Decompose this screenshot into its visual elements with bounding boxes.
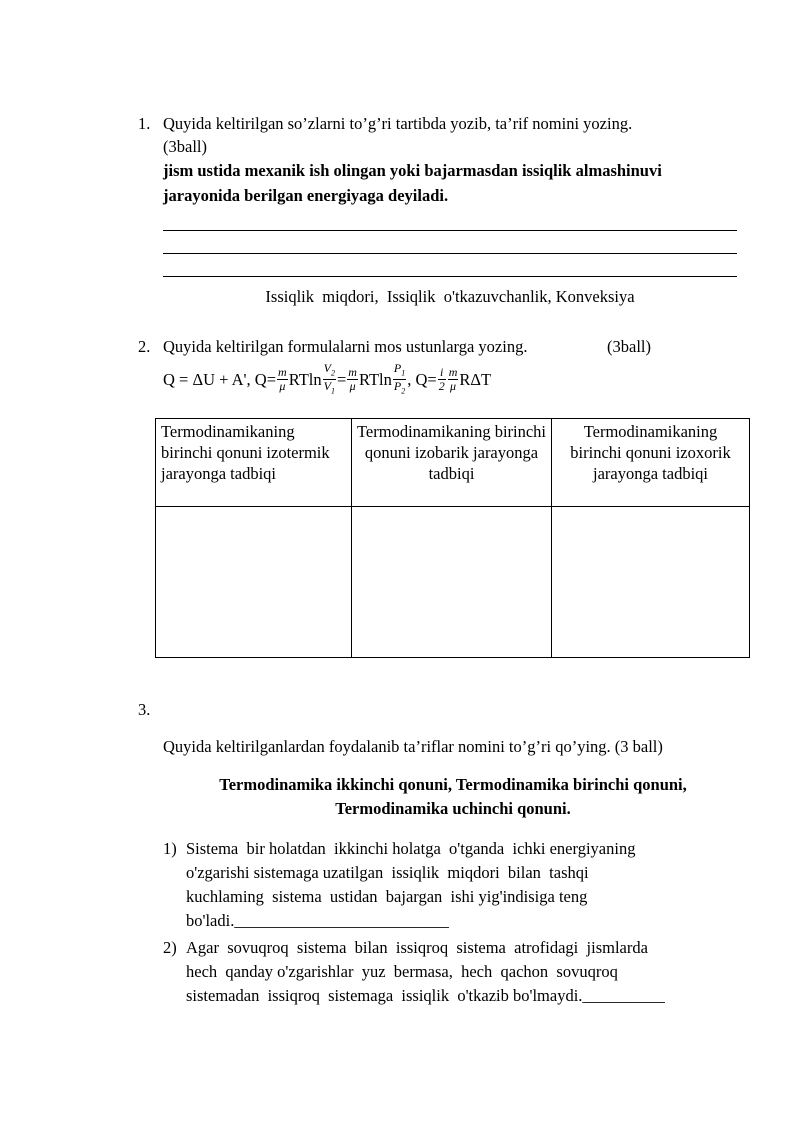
q3-item-2-line1: Agar sovuqroq sistema bilan issiqroq sistema atrofidagi jismlarda xyxy=(186,938,648,957)
q2-formula xyxy=(163,362,491,398)
q2-instruction: Quyida keltirilgan formulalarni mos ustunlarga yozing. xyxy=(163,337,528,356)
q1-definition-line1: jism ustida mexanik ish olingan yoki bajarmasdan issiqlik almashinuvi xyxy=(163,161,662,180)
q3-instruction: Quyida keltirilganlardan foydalanib ta’riflar nomini to’g’ri qo’ying. (3 ball) xyxy=(163,737,663,756)
table-header-isobaric: Termodinamikaning birinchi qonuni izobarik jarayonga tadbiqi xyxy=(352,419,552,507)
formula-rtln-2: RTln xyxy=(358,369,392,389)
q1-instruction: Quyida keltirilgan so’zlarni to’g’ri tartibda yozib, ta’rif nomini yozing. xyxy=(163,114,633,133)
q2-number: 2. xyxy=(138,337,151,356)
fraction-m-mu-2: $\frac{m}{\mu}$ xyxy=(348,365,357,394)
formula-table xyxy=(155,418,750,658)
q3-item-1-line3: kuchlaming sistema ustidan bajargan ishi yig'indisiga teng xyxy=(186,887,588,906)
fraction-m-mu-3: $\frac{m}{\mu}$ xyxy=(448,365,458,394)
fraction-i-2: $\frac{i}{2}$ xyxy=(438,365,445,394)
table-cell-isobaric[interactable] xyxy=(352,507,552,658)
q1-points: (3ball) xyxy=(163,137,207,156)
q3-number: 3. xyxy=(138,700,151,719)
table-header-isochoric: Termodinamikaning birinchi qonuni izoxorik jarayonga tadbiqi xyxy=(552,419,750,507)
q3-item-2-number: 2) xyxy=(163,938,177,957)
q1-options: Issiqlik miqdori, Issiqlik o'tkazuvchanlik, Konveksiya xyxy=(265,287,635,306)
answer-line-2[interactable] xyxy=(163,253,737,254)
q3-item-1-line1: Sistema bir holatdan ikkinchi holatga o'tganda ichki energiyaning xyxy=(186,839,636,858)
formula-rdt: RΔT xyxy=(459,369,492,389)
q1-number: 1. xyxy=(138,114,151,133)
q3-item-1-line4[interactable]: bo'ladi.__________________________ xyxy=(186,911,449,930)
answer-line-1[interactable] xyxy=(163,230,737,231)
fraction-m-mu: $\frac{m}{\mu}$ xyxy=(278,365,287,394)
q3-item-2-line2: hech qanday o'zgarishlar yuz bermasa, hech qachon sovuqroq xyxy=(186,962,618,981)
table-header-isothermal: Termodinamikaning birinchi qonuni izotermik jarayonga tadbiqi xyxy=(156,419,352,507)
table-cell-isochoric[interactable] xyxy=(552,507,750,658)
q1-definition-line2: jarayonida berilgan energiyaga deyiladi. xyxy=(163,186,449,205)
formula-rtln-1: RTln xyxy=(288,369,322,389)
q3-options-line1: Termodinamika ikkinchi qonuni, Termodinamika birinchi qonuni, xyxy=(219,775,687,794)
q3-item-2-line3[interactable]: sistemadan issiqroq sistemaga issiqlik o'tkazib bo'lmaydi.__________ xyxy=(186,986,665,1005)
q3-item-1-line2: o'zgarishi sistemaga uzatilgan issiqlik miqdori bilan tashqi xyxy=(186,863,589,882)
q2-points: (3ball) xyxy=(607,337,651,356)
fraction-p1-p2: $\frac{P_1}{P_2}$ xyxy=(393,361,406,396)
answer-line-3[interactable] xyxy=(163,276,737,277)
fraction-v2-v1: $\frac{V_2}{V_1}$ xyxy=(323,361,335,396)
table-cell-isothermal[interactable] xyxy=(156,507,352,658)
formula-sep: , Q= xyxy=(407,369,437,389)
formula-part1: Q = ΔU + A', Q= xyxy=(163,369,277,389)
q3-options-line2: Termodinamika uchinchi qonuni. xyxy=(335,799,571,818)
formula-equals: = xyxy=(336,369,347,389)
q3-item-1-number: 1) xyxy=(163,839,177,858)
